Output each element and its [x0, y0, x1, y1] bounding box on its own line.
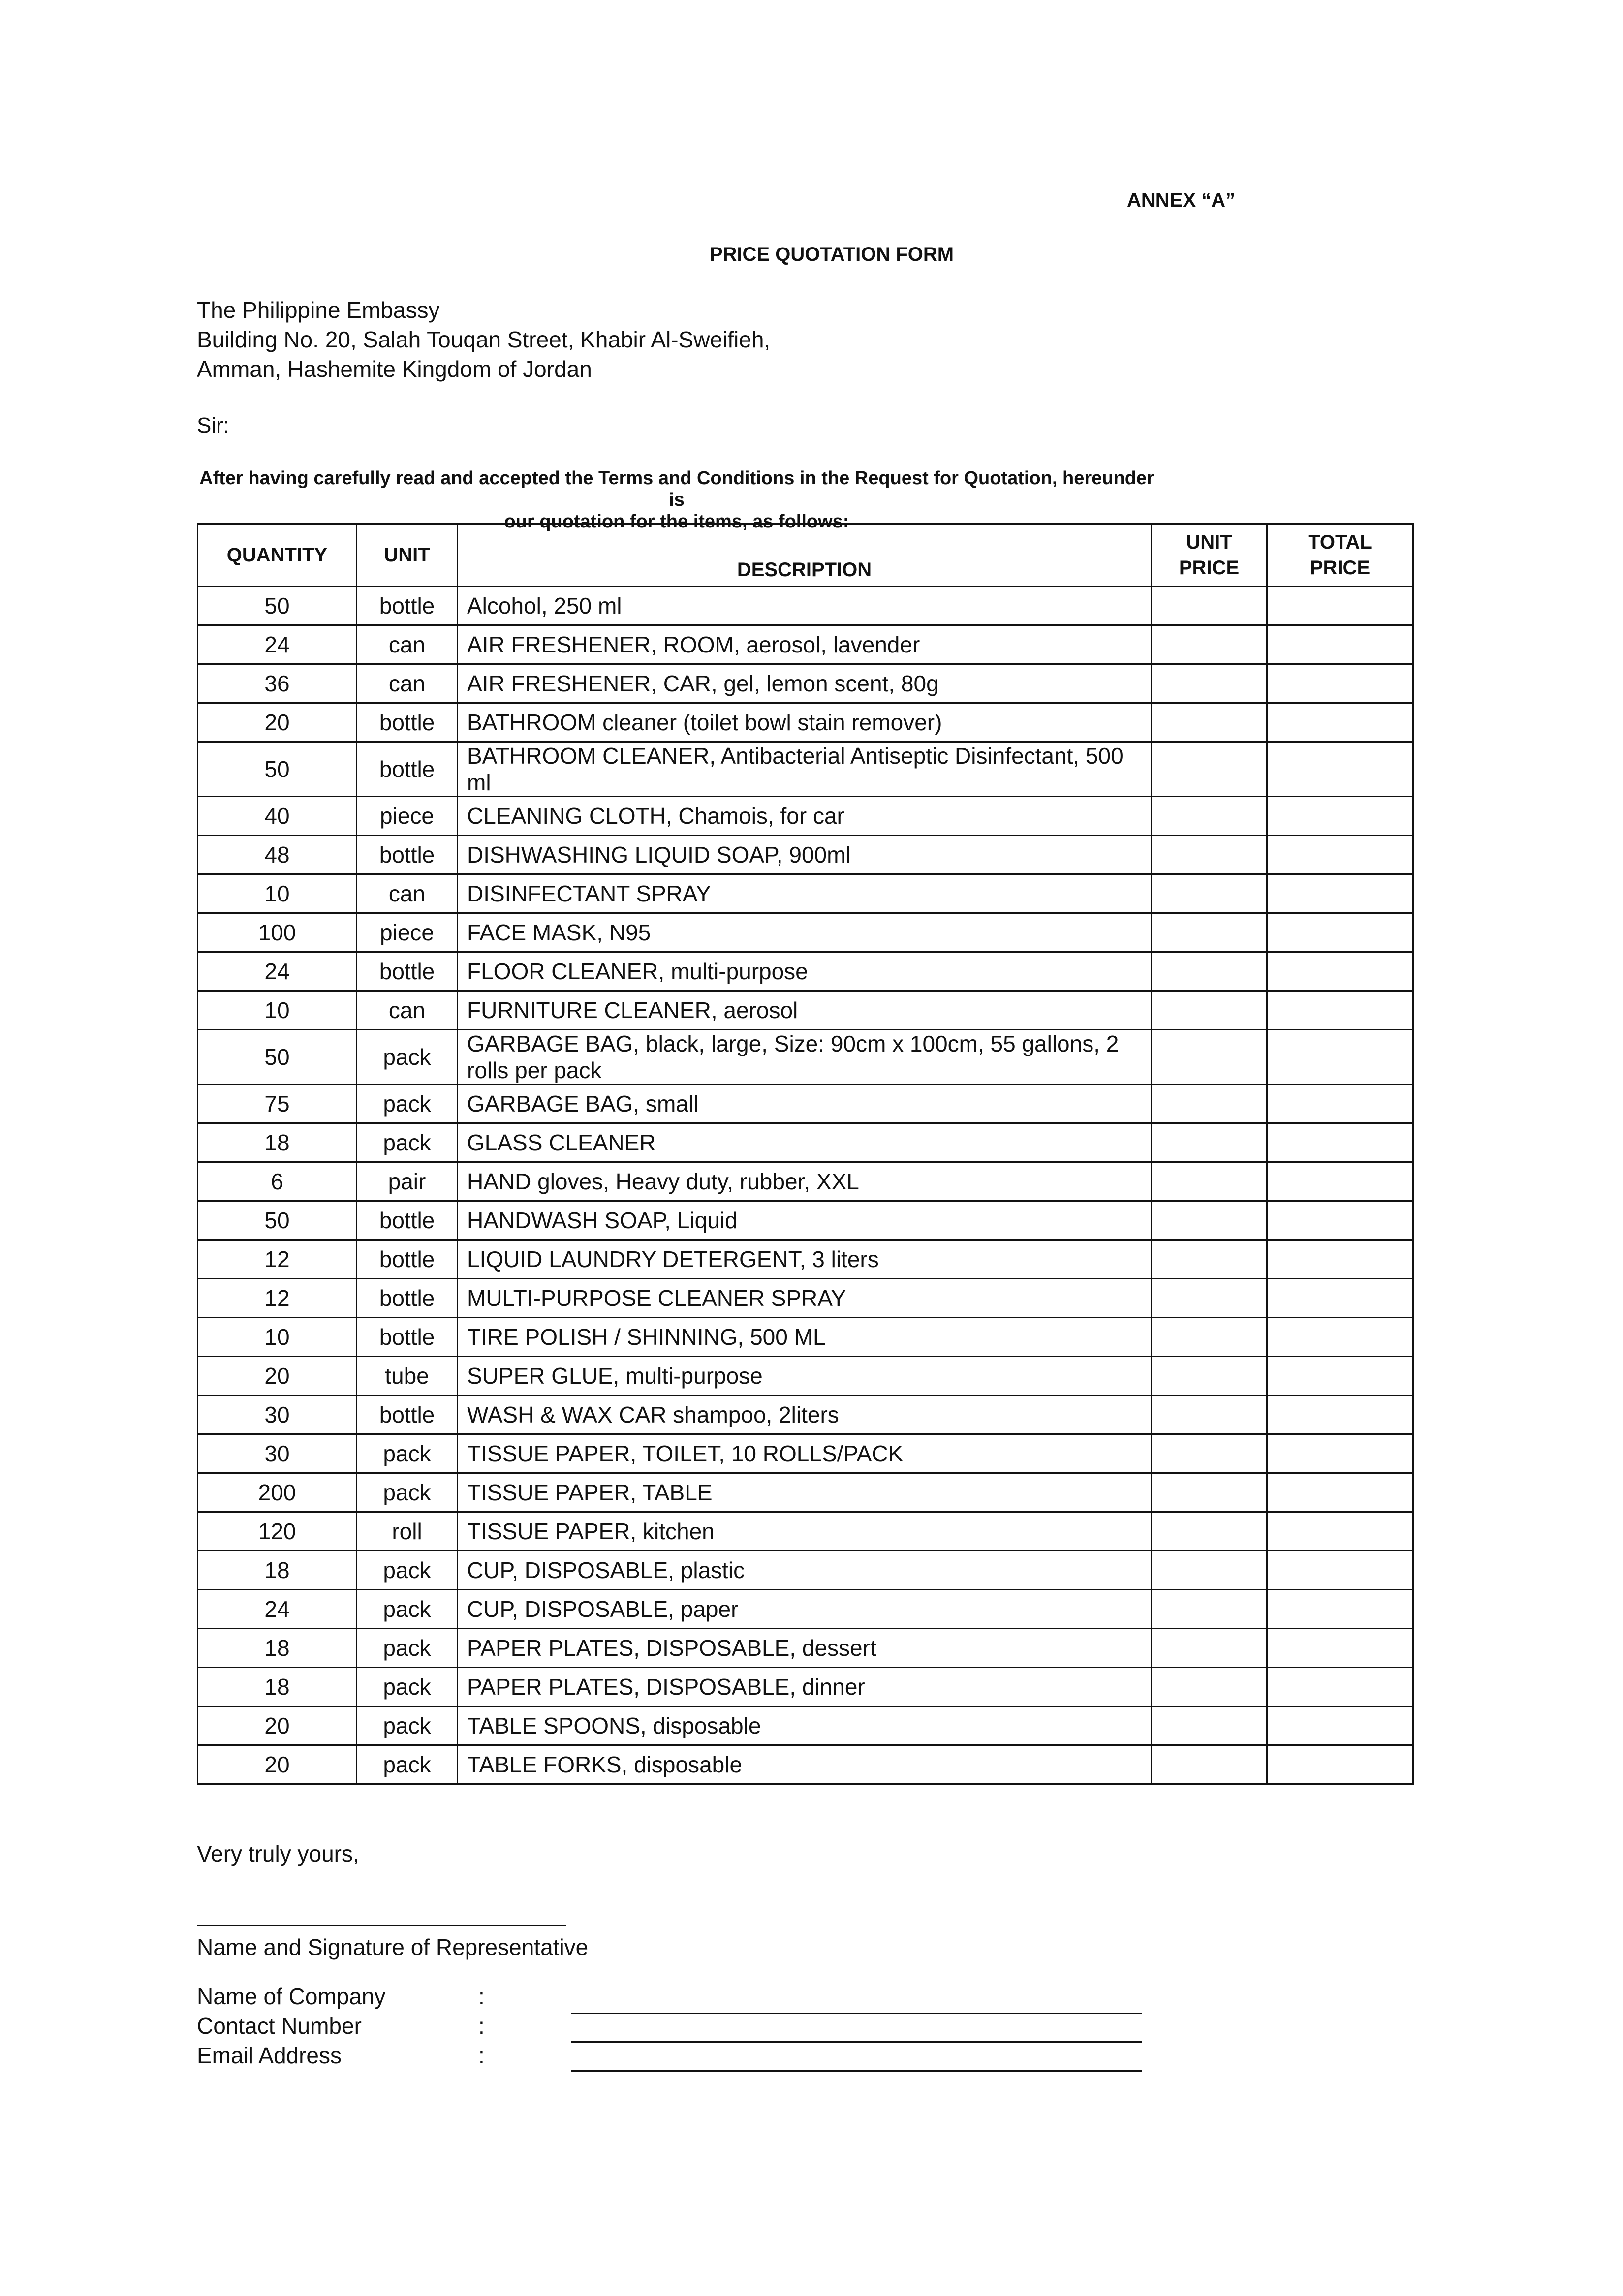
- unit-price-cell[interactable]: [1152, 1030, 1267, 1085]
- company-label: Name of Company: [197, 1984, 386, 2009]
- unit-price-cell[interactable]: [1152, 1551, 1267, 1590]
- unit-cell: bottle: [357, 703, 458, 742]
- table-row: [198, 1512, 1413, 1551]
- quantity-cell: 20: [198, 1357, 357, 1396]
- total-price-cell[interactable]: [1267, 874, 1413, 913]
- total-price-cell[interactable]: [1267, 703, 1413, 742]
- contact-field[interactable]: [571, 2041, 1142, 2043]
- description-cell: TISSUE PAPER, kitchen: [458, 1512, 1152, 1551]
- total-price-cell[interactable]: [1267, 1396, 1413, 1434]
- email-label: Email Address: [197, 2043, 342, 2068]
- total-price-cell[interactable]: [1267, 1434, 1413, 1473]
- unit-price-cell[interactable]: [1152, 1434, 1267, 1473]
- table-row: [198, 1590, 1413, 1629]
- unit-cell: pack: [357, 1434, 458, 1473]
- header-unit-price-line-1: UNIT: [1186, 531, 1232, 553]
- description-cell: LIQUID LAUNDRY DETERGENT, 3 liters: [458, 1240, 1152, 1279]
- total-price-cell[interactable]: [1267, 1668, 1413, 1706]
- unit-price-cell[interactable]: [1152, 1123, 1267, 1162]
- table-row: [198, 1123, 1413, 1162]
- unit-price-cell[interactable]: [1152, 1512, 1267, 1551]
- total-price-cell[interactable]: [1267, 1123, 1413, 1162]
- recipient-address: [197, 295, 770, 384]
- total-price-cell[interactable]: [1267, 742, 1413, 797]
- unit-cell: bottle: [357, 1279, 458, 1318]
- description-cell: WASH & WAX CAR shampoo, 2liters: [458, 1396, 1152, 1434]
- quantity-cell: 36: [198, 664, 357, 703]
- header-unit-price-line-2: PRICE: [1179, 557, 1240, 579]
- quantity-cell: 20: [198, 1745, 357, 1784]
- unit-price-cell[interactable]: [1152, 703, 1267, 742]
- description-cell: TISSUE PAPER, TABLE: [458, 1473, 1152, 1512]
- description-cell: AIR FRESHENER, ROOM, aerosol, lavender: [458, 625, 1152, 664]
- unit-price-cell[interactable]: [1152, 1590, 1267, 1629]
- description-cell: HAND gloves, Heavy duty, rubber, XXL: [458, 1162, 1152, 1201]
- quantity-cell: 10: [198, 991, 357, 1030]
- description-cell: TABLE SPOONS, disposable: [458, 1706, 1152, 1745]
- table-row: [198, 1434, 1413, 1473]
- total-price-cell[interactable]: [1267, 1240, 1413, 1279]
- table-row: [198, 1201, 1413, 1240]
- unit-cell: pack: [357, 1629, 458, 1668]
- description-cell: Alcohol, 250 ml: [458, 587, 1152, 625]
- total-price-cell[interactable]: [1267, 625, 1413, 664]
- unit-cell: bottle: [357, 742, 458, 797]
- unit-cell: piece: [357, 797, 458, 836]
- table-row: [198, 742, 1413, 797]
- quantity-cell: 10: [198, 1318, 357, 1357]
- unit-cell: can: [357, 664, 458, 703]
- email-field[interactable]: [571, 2070, 1142, 2072]
- unit-price-cell[interactable]: [1152, 1473, 1267, 1512]
- description-cell: GLASS CLEANER: [458, 1123, 1152, 1162]
- table-row: [198, 991, 1413, 1030]
- table-row: [198, 1318, 1413, 1357]
- form-title: PRICE QUOTATION FORM: [709, 244, 954, 265]
- table-row: [198, 1396, 1413, 1434]
- unit-cell: bottle: [357, 952, 458, 991]
- unit-cell: can: [357, 625, 458, 664]
- unit-price-cell[interactable]: [1152, 1668, 1267, 1706]
- quantity-cell: 50: [198, 742, 357, 797]
- total-price-cell[interactable]: [1267, 991, 1413, 1030]
- address-line-1: The Philippine Embassy: [197, 297, 440, 323]
- table-row: [198, 1551, 1413, 1590]
- description-cell: TISSUE PAPER, TOILET, 10 ROLLS/PACK: [458, 1434, 1152, 1473]
- unit-price-cell[interactable]: [1152, 587, 1267, 625]
- unit-cell: pack: [357, 1473, 458, 1512]
- description-cell: AIR FRESHENER, CAR, gel, lemon scent, 80g: [458, 664, 1152, 703]
- total-price-cell[interactable]: [1267, 913, 1413, 952]
- total-price-cell[interactable]: [1267, 1590, 1413, 1629]
- company-colon: :: [478, 1984, 485, 2009]
- contact-colon: :: [478, 2013, 485, 2039]
- description-cell: TABLE FORKS, disposable: [458, 1745, 1152, 1784]
- table-row: [198, 703, 1413, 742]
- quantity-cell: 30: [198, 1396, 357, 1434]
- quantity-cell: 20: [198, 703, 357, 742]
- description-cell: BATHROOM CLEANER, Antibacterial Antiseptic Disinfectant, 500 ml: [458, 742, 1152, 797]
- total-price-cell[interactable]: [1267, 1629, 1413, 1668]
- description-cell: BATHROOM cleaner (toilet bowl stain remover): [458, 703, 1152, 742]
- quantity-cell: 18: [198, 1629, 357, 1668]
- signature-line[interactable]: [197, 1925, 566, 1926]
- intro-line-1: After having carefully read and accepted the Terms and Conditions in the Request for Quotation, hereunder is: [199, 468, 1154, 510]
- company-field[interactable]: [571, 2013, 1142, 2014]
- description-cell: GARBAGE BAG, black, large, Size: 90cm x 100cm, 55 gallons, 2 rolls per pack: [458, 1030, 1152, 1085]
- quantity-cell: 6: [198, 1162, 357, 1201]
- unit-price-cell[interactable]: [1152, 1279, 1267, 1318]
- table-row: [198, 1240, 1413, 1279]
- unit-price-cell[interactable]: [1152, 625, 1267, 664]
- unit-price-cell[interactable]: [1152, 1085, 1267, 1123]
- email-colon: :: [478, 2043, 485, 2068]
- closing-text: Very truly yours,: [197, 1841, 359, 1866]
- unit-price-cell[interactable]: [1152, 874, 1267, 913]
- table-row: [198, 1162, 1413, 1201]
- total-price-cell[interactable]: [1267, 1473, 1413, 1512]
- header-description: DESCRIPTION: [458, 524, 1152, 587]
- description-cell: PAPER PLATES, DISPOSABLE, dinner: [458, 1668, 1152, 1706]
- description-cell: FLOOR CLEANER, multi-purpose: [458, 952, 1152, 991]
- quantity-cell: 30: [198, 1434, 357, 1473]
- unit-cell: pack: [357, 1085, 458, 1123]
- total-price-cell[interactable]: [1267, 1745, 1413, 1784]
- unit-cell: pack: [357, 1590, 458, 1629]
- unit-cell: bottle: [357, 1318, 458, 1357]
- total-price-cell[interactable]: [1267, 1201, 1413, 1240]
- unit-cell: pack: [357, 1030, 458, 1085]
- total-price-cell[interactable]: [1267, 1162, 1413, 1201]
- unit-cell: pack: [357, 1668, 458, 1706]
- signature-label: Name and Signature of Representative: [197, 1934, 589, 1960]
- unit-price-cell[interactable]: [1152, 1162, 1267, 1201]
- description-cell: FACE MASK, N95: [458, 913, 1152, 952]
- table-row: [198, 1085, 1413, 1123]
- unit-price-cell[interactable]: [1152, 1240, 1267, 1279]
- total-price-cell[interactable]: [1267, 1357, 1413, 1396]
- unit-cell: bottle: [357, 836, 458, 874]
- unit-cell: can: [357, 874, 458, 913]
- table-row: [198, 1030, 1413, 1085]
- unit-cell: bottle: [357, 1240, 458, 1279]
- unit-price-cell[interactable]: [1152, 991, 1267, 1030]
- description-cell: DISINFECTANT SPRAY: [458, 874, 1152, 913]
- description-cell: MULTI-PURPOSE CLEANER SPRAY: [458, 1279, 1152, 1318]
- unit-price-cell[interactable]: [1152, 1318, 1267, 1357]
- unit-price-cell[interactable]: [1152, 1357, 1267, 1396]
- description-cell: CUP, DISPOSABLE, paper: [458, 1590, 1152, 1629]
- unit-price-cell[interactable]: [1152, 1629, 1267, 1668]
- quantity-cell: 20: [198, 1706, 357, 1745]
- quantity-cell: 12: [198, 1240, 357, 1279]
- description-cell: CLEANING CLOTH, Chamois, for car: [458, 797, 1152, 836]
- salutation: Sir:: [197, 413, 229, 437]
- total-price-cell[interactable]: [1267, 1706, 1413, 1745]
- contact-label: Contact Number: [197, 2013, 362, 2039]
- total-price-cell[interactable]: [1267, 797, 1413, 836]
- unit-cell: can: [357, 991, 458, 1030]
- total-price-cell[interactable]: [1267, 1551, 1413, 1590]
- table-row: [198, 587, 1413, 625]
- intro-line-2: our quotation for the items, as follows:: [504, 511, 849, 532]
- quantity-cell: 50: [198, 587, 357, 625]
- quantity-cell: 100: [198, 913, 357, 952]
- unit-price-cell[interactable]: [1152, 1201, 1267, 1240]
- quantity-cell: 40: [198, 797, 357, 836]
- description-cell: HANDWASH SOAP, Liquid: [458, 1201, 1152, 1240]
- unit-cell: roll: [357, 1512, 458, 1551]
- quantity-cell: 200: [198, 1473, 357, 1512]
- unit-price-cell[interactable]: [1152, 1706, 1267, 1745]
- quantity-cell: 18: [198, 1123, 357, 1162]
- unit-price-cell[interactable]: [1152, 913, 1267, 952]
- quantity-cell: 10: [198, 874, 357, 913]
- table-row: [198, 913, 1413, 952]
- table-row: [198, 1473, 1413, 1512]
- address-line-3: Amman, Hashemite Kingdom of Jordan: [197, 356, 592, 382]
- unit-price-cell[interactable]: [1152, 797, 1267, 836]
- header-total-price-line-1: TOTAL: [1308, 531, 1372, 553]
- header-unit-price: [1152, 524, 1267, 587]
- table-row: [198, 1745, 1413, 1784]
- quotation-table: [197, 523, 1414, 1785]
- table-header-row: [198, 524, 1413, 587]
- quantity-cell: 18: [198, 1668, 357, 1706]
- quantity-cell: 50: [198, 1030, 357, 1085]
- description-cell: FURNITURE CLEANER, aerosol: [458, 991, 1152, 1030]
- description-cell: DISHWASHING LIQUID SOAP, 900ml: [458, 836, 1152, 874]
- quantity-cell: 24: [198, 952, 357, 991]
- unit-cell: pack: [357, 1123, 458, 1162]
- table-row: [198, 836, 1413, 874]
- total-price-cell[interactable]: [1267, 836, 1413, 874]
- unit-cell: pack: [357, 1706, 458, 1745]
- total-price-cell[interactable]: [1267, 1512, 1413, 1551]
- quantity-cell: 120: [198, 1512, 357, 1551]
- total-price-cell[interactable]: [1267, 664, 1413, 703]
- unit-price-cell[interactable]: [1152, 1745, 1267, 1784]
- total-price-cell[interactable]: [1267, 952, 1413, 991]
- unit-price-cell[interactable]: [1152, 952, 1267, 991]
- table-row: [198, 1279, 1413, 1318]
- unit-cell: pair: [357, 1162, 458, 1201]
- total-price-cell[interactable]: [1267, 587, 1413, 625]
- description-cell: SUPER GLUE, multi-purpose: [458, 1357, 1152, 1396]
- description-cell: TIRE POLISH / SHINNING, 500 ML: [458, 1318, 1152, 1357]
- unit-cell: piece: [357, 913, 458, 952]
- unit-cell: bottle: [357, 587, 458, 625]
- total-price-cell[interactable]: [1267, 1279, 1413, 1318]
- table-row: [198, 1629, 1413, 1668]
- header-unit: UNIT: [357, 524, 458, 587]
- unit-price-cell[interactable]: [1152, 1396, 1267, 1434]
- unit-cell: bottle: [357, 1396, 458, 1434]
- description-cell: GARBAGE BAG, small: [458, 1085, 1152, 1123]
- description-cell: CUP, DISPOSABLE, plastic: [458, 1551, 1152, 1590]
- quantity-cell: 18: [198, 1551, 357, 1590]
- quantity-cell: 50: [198, 1201, 357, 1240]
- table-row: [198, 874, 1413, 913]
- table-row: [198, 797, 1413, 836]
- quantity-cell: 75: [198, 1085, 357, 1123]
- quantity-cell: 24: [198, 1590, 357, 1629]
- total-price-cell[interactable]: [1267, 1085, 1413, 1123]
- table-row: [198, 1668, 1413, 1706]
- header-total-price-line-2: PRICE: [1310, 557, 1371, 579]
- annex-label: ANNEX “A”: [1127, 189, 1236, 211]
- header-total-price: [1267, 524, 1413, 587]
- table-row: [198, 625, 1413, 664]
- unit-price-cell[interactable]: [1152, 664, 1267, 703]
- table-row: [198, 664, 1413, 703]
- header-quantity: QUANTITY: [198, 524, 357, 587]
- unit-price-cell[interactable]: [1152, 836, 1267, 874]
- total-price-cell[interactable]: [1267, 1318, 1413, 1357]
- table-row: [198, 1706, 1413, 1745]
- unit-cell: tube: [357, 1357, 458, 1396]
- quantity-cell: 12: [198, 1279, 357, 1318]
- total-price-cell[interactable]: [1267, 1030, 1413, 1085]
- unit-cell: bottle: [357, 1201, 458, 1240]
- address-line-2: Building No. 20, Salah Touqan Street, Khabir Al-Sweifieh,: [197, 327, 771, 352]
- table-row: [198, 1357, 1413, 1396]
- unit-cell: pack: [357, 1551, 458, 1590]
- description-cell: PAPER PLATES, DISPOSABLE, dessert: [458, 1629, 1152, 1668]
- quantity-cell: 24: [198, 625, 357, 664]
- table-row: [198, 952, 1413, 991]
- unit-price-cell[interactable]: [1152, 742, 1267, 797]
- unit-cell: pack: [357, 1745, 458, 1784]
- quantity-cell: 48: [198, 836, 357, 874]
